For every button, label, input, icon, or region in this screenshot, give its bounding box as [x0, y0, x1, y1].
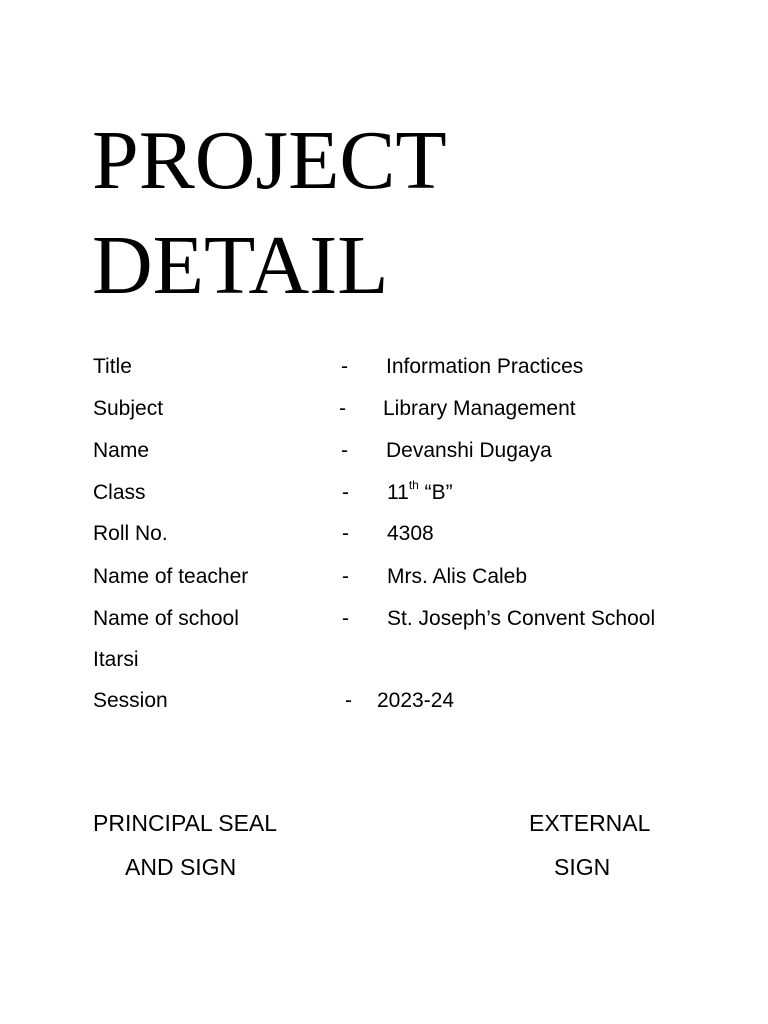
title-line-1: PROJECT	[92, 114, 447, 207]
teacher-value: Mrs. Alis Caleb	[387, 565, 528, 588]
title-value: Information Practices	[386, 355, 584, 378]
class-section: “B”	[424, 481, 453, 504]
page-title	[92, 108, 447, 318]
session-label: Session	[93, 689, 168, 712]
class-value	[387, 480, 453, 506]
subject-value: Library Management	[383, 397, 576, 420]
roll-no-separator: -	[342, 522, 349, 545]
title-line-2: DETAIL	[92, 219, 389, 312]
subject-label: Subject	[93, 397, 164, 420]
external-sign-label-line-2: SIGN	[554, 854, 611, 880]
teacher-separator: -	[342, 565, 349, 588]
principal-seal-label-line-1: PRINCIPAL SEAL	[93, 810, 278, 836]
roll-no-value: 4308	[387, 522, 434, 545]
name-value: Devanshi Dugaya	[386, 439, 552, 462]
name-separator: -	[341, 439, 348, 462]
subject-separator: -	[339, 397, 346, 420]
title-separator: -	[341, 355, 348, 378]
title-label: Title	[93, 355, 132, 378]
principal-seal-label-line-2: AND SIGN	[125, 854, 237, 880]
school-label: Name of school	[93, 607, 239, 630]
teacher-label: Name of teacher	[93, 565, 249, 588]
school-value-continuation: Itarsi	[93, 648, 139, 671]
external-sign-label-line-1: EXTERNAL	[529, 810, 651, 836]
class-label: Class	[93, 481, 146, 504]
class-number: 11	[387, 481, 409, 504]
session-value: 2023-24	[377, 689, 455, 712]
session-separator: -	[345, 689, 352, 712]
roll-no-label: Roll No.	[93, 522, 168, 545]
class-separator: -	[342, 481, 349, 504]
school-value: St. Joseph’s Convent School	[387, 607, 656, 630]
name-label: Name	[93, 439, 150, 462]
school-separator: -	[342, 607, 349, 630]
class-ordinal-suffix: th	[408, 478, 419, 492]
